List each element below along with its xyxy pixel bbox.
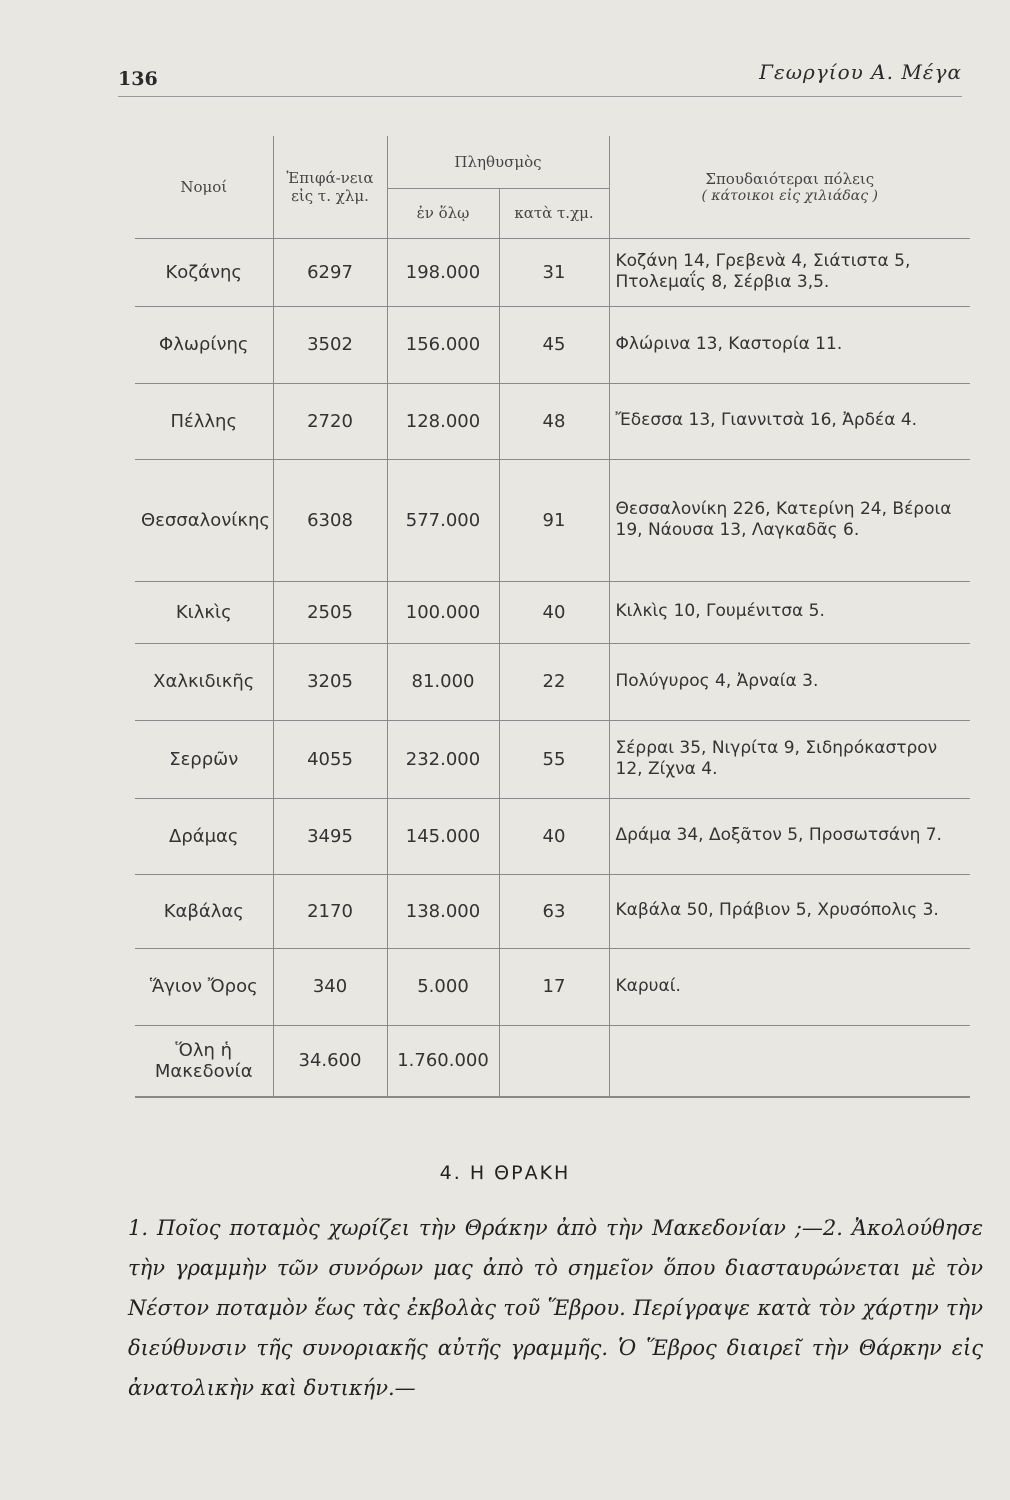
- population-total: 1.760.000: [387, 1025, 499, 1097]
- population-density: 17: [499, 948, 609, 1025]
- major-cities: Καρυαί.: [609, 948, 970, 1025]
- table-row: [135, 581, 970, 643]
- prefecture-name: Δράμας: [135, 798, 273, 874]
- header-cities-note: ( κάτοικοι εἰς χιλιάδας ): [701, 187, 878, 204]
- area-value: 340: [273, 948, 387, 1025]
- table-row: [135, 720, 970, 798]
- population-total: 145.000: [387, 798, 499, 874]
- prefecture-name: Χαλκιδικῆς: [135, 643, 273, 720]
- prefecture-name: Θεσσαλονίκης: [135, 459, 273, 581]
- table-row: [135, 874, 970, 948]
- population-density: 91: [499, 459, 609, 581]
- population-total: 577.000: [387, 459, 499, 581]
- header-cities: [609, 136, 970, 238]
- table-row: [135, 948, 970, 1025]
- prefecture-name: Ἅγιον Ὄρος: [135, 948, 273, 1025]
- population-density: 63: [499, 874, 609, 948]
- page-header: [118, 60, 962, 97]
- prefecture-name: Ὅλη ἡ Μακεδονία: [135, 1025, 273, 1097]
- area-value: 2505: [273, 581, 387, 643]
- table-row: [135, 238, 970, 306]
- header-pop-density: κατὰ τ.χμ.: [499, 188, 609, 238]
- area-value: 4055: [273, 720, 387, 798]
- prefecture-name: Κιλκὶς: [135, 581, 273, 643]
- table-row: [135, 383, 970, 459]
- area-value: 34.600: [273, 1025, 387, 1097]
- population-total: 138.000: [387, 874, 499, 948]
- prefecture-name: Πέλλης: [135, 383, 273, 459]
- major-cities: Κοζάνη 14, Γρεβενὰ 4, Σιάτιστα 5, Πτολεμαΐς 8, Σέρβια 3,5.: [609, 238, 970, 306]
- prefecture-name: Σερρῶν: [135, 720, 273, 798]
- area-value: 6297: [273, 238, 387, 306]
- area-value: 2720: [273, 383, 387, 459]
- population-density: 45: [499, 306, 609, 383]
- population-density: 55: [499, 720, 609, 798]
- major-cities: Θεσσαλονίκη 226, Κατερίνη 24, Βέροια 19, Νάουσα 13, Λαγκαδᾶς 6.: [609, 459, 970, 581]
- population-total: 198.000: [387, 238, 499, 306]
- area-value: 3502: [273, 306, 387, 383]
- population-density: 31: [499, 238, 609, 306]
- header-cities-title: Σπουδαιότεραι πόλεις: [705, 169, 875, 188]
- page-number: 136: [118, 68, 158, 90]
- population-density: 22: [499, 643, 609, 720]
- section-title: 4. Η ΘΡΑΚΗ: [439, 1162, 571, 1184]
- population-total: 100.000: [387, 581, 499, 643]
- major-cities: Ἔδεσσα 13, Γιαννιτσὰ 16, Ἀρδέα 4.: [609, 383, 970, 459]
- population-total: 5.000: [387, 948, 499, 1025]
- population-total: 232.000: [387, 720, 499, 798]
- major-cities: [609, 1025, 970, 1097]
- major-cities: Καβάλα 50, Πράβιον 5, Χρυσόπολις 3.: [609, 874, 970, 948]
- population-total: 128.000: [387, 383, 499, 459]
- population-total: 156.000: [387, 306, 499, 383]
- header-prefecture: Νομοί: [135, 136, 273, 238]
- running-head: Γεωργίου Α. Μέγα: [759, 60, 962, 84]
- table-row: [135, 798, 970, 874]
- header-pop-total: ἐν ὅλῳ: [387, 188, 499, 238]
- area-value: 2170: [273, 874, 387, 948]
- major-cities: Σέρραι 35, Νιγρίτα 9, Σιδηρόκαστρον 12, Ζίχνα 4.: [609, 720, 970, 798]
- table-row: [135, 643, 970, 720]
- population-density: [499, 1025, 609, 1097]
- major-cities: Δράμα 34, Δοξᾶτον 5, Προσωτσάνη 7.: [609, 798, 970, 874]
- prefecture-name: Κοζάνης: [135, 238, 273, 306]
- macedonia-statistics-table: [135, 136, 970, 1098]
- table-row: [135, 459, 970, 581]
- area-value: 6308: [273, 459, 387, 581]
- header-area: Ἐπιφά-νεια εἰς τ. χλμ.: [273, 136, 387, 238]
- major-cities: Πολύγυρος 4, Ἀρναία 3.: [609, 643, 970, 720]
- prefecture-name: Καβάλας: [135, 874, 273, 948]
- table-row: [135, 306, 970, 383]
- exercise-text: 1. Ποῖος ποταμὸς χωρίζει τὴν Θράκην ἀπὸ τὴν Μακεδονίαν ;—2. Ἀκολούθησε τὴν γραμμὴν τῶν συνόρων μας ἀπὸ τὸ σημεῖον ὅπου διασταυρώνεται μὲ τὸν Νέστον ποταμὸν ἕως τὰς ἐκβολὰς τοῦ Ἕβρου. Περίγραψε κατὰ τὸν χάρτην τὴν διεύθυνσιν τῆς συνοριακῆς αὐτῆς γραμμῆς. Ὁ Ἕβρος διαιρεῖ τὴν Θάρκην εἰς ἀνατολικὴν καὶ δυτικήν.—: [128, 1216, 983, 1400]
- population-density: 48: [499, 383, 609, 459]
- population-density: 40: [499, 581, 609, 643]
- major-cities: Κιλκὶς 10, Γουμένιτσα 5.: [609, 581, 970, 643]
- area-value: 3495: [273, 798, 387, 874]
- table-row-total: [135, 1025, 970, 1097]
- major-cities: Φλώρινα 13, Καστορία 11.: [609, 306, 970, 383]
- area-value: 3205: [273, 643, 387, 720]
- header-population: Πληθυσμὸς: [387, 136, 609, 188]
- population-density: 40: [499, 798, 609, 874]
- prefecture-name: Φλωρίνης: [135, 306, 273, 383]
- population-total: 81.000: [387, 643, 499, 720]
